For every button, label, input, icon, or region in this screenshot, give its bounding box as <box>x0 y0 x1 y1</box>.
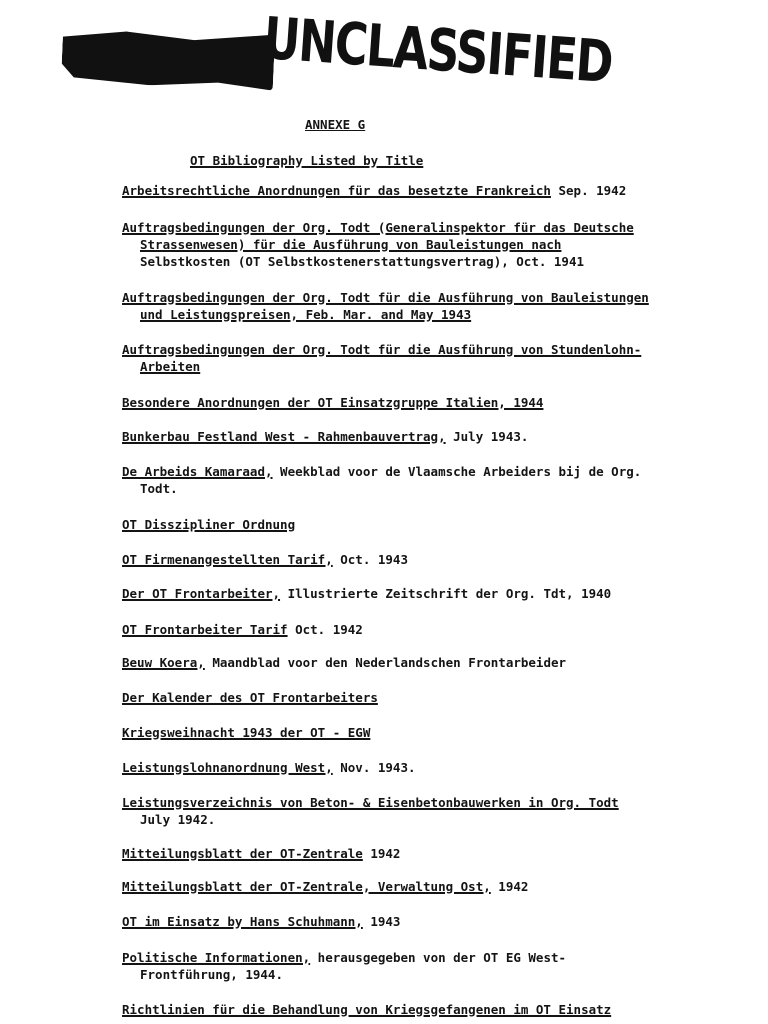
entry-title: Politische Informationen, <box>122 950 311 965</box>
bibliography-entry <box>122 394 742 411</box>
entry-title: Der Kalender des OT Frontarbeiters <box>122 690 378 705</box>
bibliography-entry <box>122 759 742 776</box>
entry-title: Auftragsbedingungen der Org. Todt für die Ausführung von Bauleistungen <box>122 290 649 305</box>
entry-title: De Arbeids Kamaraad, <box>122 464 273 479</box>
entry-title: Leistungsverzeichnis von Beton- & Eisenbetonbauwerken in Org. Todt <box>122 795 619 810</box>
entry-tail: Nov. 1943. <box>332 760 416 775</box>
bibliography-entry <box>122 689 742 706</box>
bibliography-entry <box>122 1001 742 1018</box>
redaction-bar <box>61 25 275 90</box>
entry-title: Beuw Koera, <box>122 655 205 670</box>
entry-title: Der OT Frontarbeiter, <box>122 586 281 601</box>
entry-continuation: Arbeiten <box>140 359 201 374</box>
bibliography-entry <box>122 219 742 270</box>
entry-title: Mitteilungsblatt der OT-Zentrale, Verwaltung Ost, <box>122 879 491 894</box>
entry-title: OT Firmenangestellten Tarif, <box>122 552 333 567</box>
entry-continuation: Frontführung, 1944. <box>140 967 283 982</box>
bibliography-entry <box>122 794 742 828</box>
entry-tail: July 1943. <box>445 429 529 444</box>
entry-title: Bunkerbau Festland West - Rahmenbauvertrag, <box>122 429 446 444</box>
bibliography-entry <box>122 463 742 497</box>
bibliography-entry <box>122 913 742 930</box>
entry-tail: herausgegeben von der OT EG West- <box>310 950 567 965</box>
entry-tail: 1942 <box>490 879 529 894</box>
entry-continuation: July 1942. <box>140 812 216 827</box>
bibliography-entry <box>122 341 742 375</box>
entry-title: Auftragsbedingungen der Org. Todt für die Ausführung von Stundenlohn- <box>122 342 642 357</box>
entry-title: OT Disszipliner Ordnung <box>122 517 296 532</box>
bibliography-entry <box>122 516 742 533</box>
entry-title: Leistungslohnanordnung West, <box>122 760 333 775</box>
unclassified-stamp: UNCLASSIFIED <box>261 4 615 97</box>
entry-title: Auftragsbedingungen der Org. Todt (Generalinspektor für das Deutsche <box>122 220 634 235</box>
entry-continuation: Todt. <box>140 481 178 496</box>
entry-continuation: Selbstkosten (OT Selbstkostenerstattungsvertrag), Oct. 1941 <box>140 254 585 269</box>
bibliography-entry <box>122 724 742 741</box>
bibliography-entry <box>122 585 742 602</box>
annex-heading: ANNEXE G <box>305 117 366 132</box>
entry-tail: Illustrierte Zeitschrift der Org. Tdt, 1940 <box>280 586 612 601</box>
bibliography-entry <box>122 621 742 638</box>
entry-title: Arbeitsrechtliche Anordnungen für das besetzte Frankreich <box>122 183 551 198</box>
entry-title: Besondere Anordnungen der OT Einsatzgruppe Italien, 1944 <box>122 395 544 410</box>
entry-title: OT Frontarbeiter Tarif <box>122 622 288 637</box>
entry-tail: 1943 <box>362 914 401 929</box>
entry-tail: Weekblad voor de Vlaamsche Arbeiders bij de Org. <box>272 464 642 479</box>
bibliography-entry <box>122 654 742 671</box>
bibliography-entry <box>122 182 742 199</box>
entry-title: Mitteilungsblatt der OT-Zentrale <box>122 846 363 861</box>
document-title: OT Bibliography Listed by Title <box>190 153 424 168</box>
entry-tail: 1942 <box>362 846 401 861</box>
bibliography-entry <box>122 845 742 862</box>
bibliography-entry <box>122 551 742 568</box>
entry-title: Kriegsweihnacht 1943 der OT - EGW <box>122 725 371 740</box>
bibliography-entry <box>122 289 742 323</box>
entry-continuation: und Leistungspreisen, Feb. Mar. and May 1943 <box>140 307 472 322</box>
bibliography-entry <box>122 949 742 983</box>
entry-tail: Oct. 1942 <box>287 622 363 637</box>
entry-title: Richtlinien für die Behandlung von Kriegsgefangenen im OT Einsatz <box>122 1002 612 1017</box>
entry-title: OT im Einsatz by Hans Schuhmann, <box>122 914 363 929</box>
entry-tail: Maandblad voor den Nederlandschen Frontarbeider <box>204 655 567 670</box>
bibliography-entry <box>122 878 742 895</box>
entry-tail: Oct. 1943 <box>332 552 408 567</box>
entry-tail: Sep. 1942 <box>550 183 627 198</box>
entry-continuation: Strassenwesen) für die Ausführung von Bauleistungen nach <box>140 237 562 252</box>
bibliography-entry <box>122 428 742 445</box>
